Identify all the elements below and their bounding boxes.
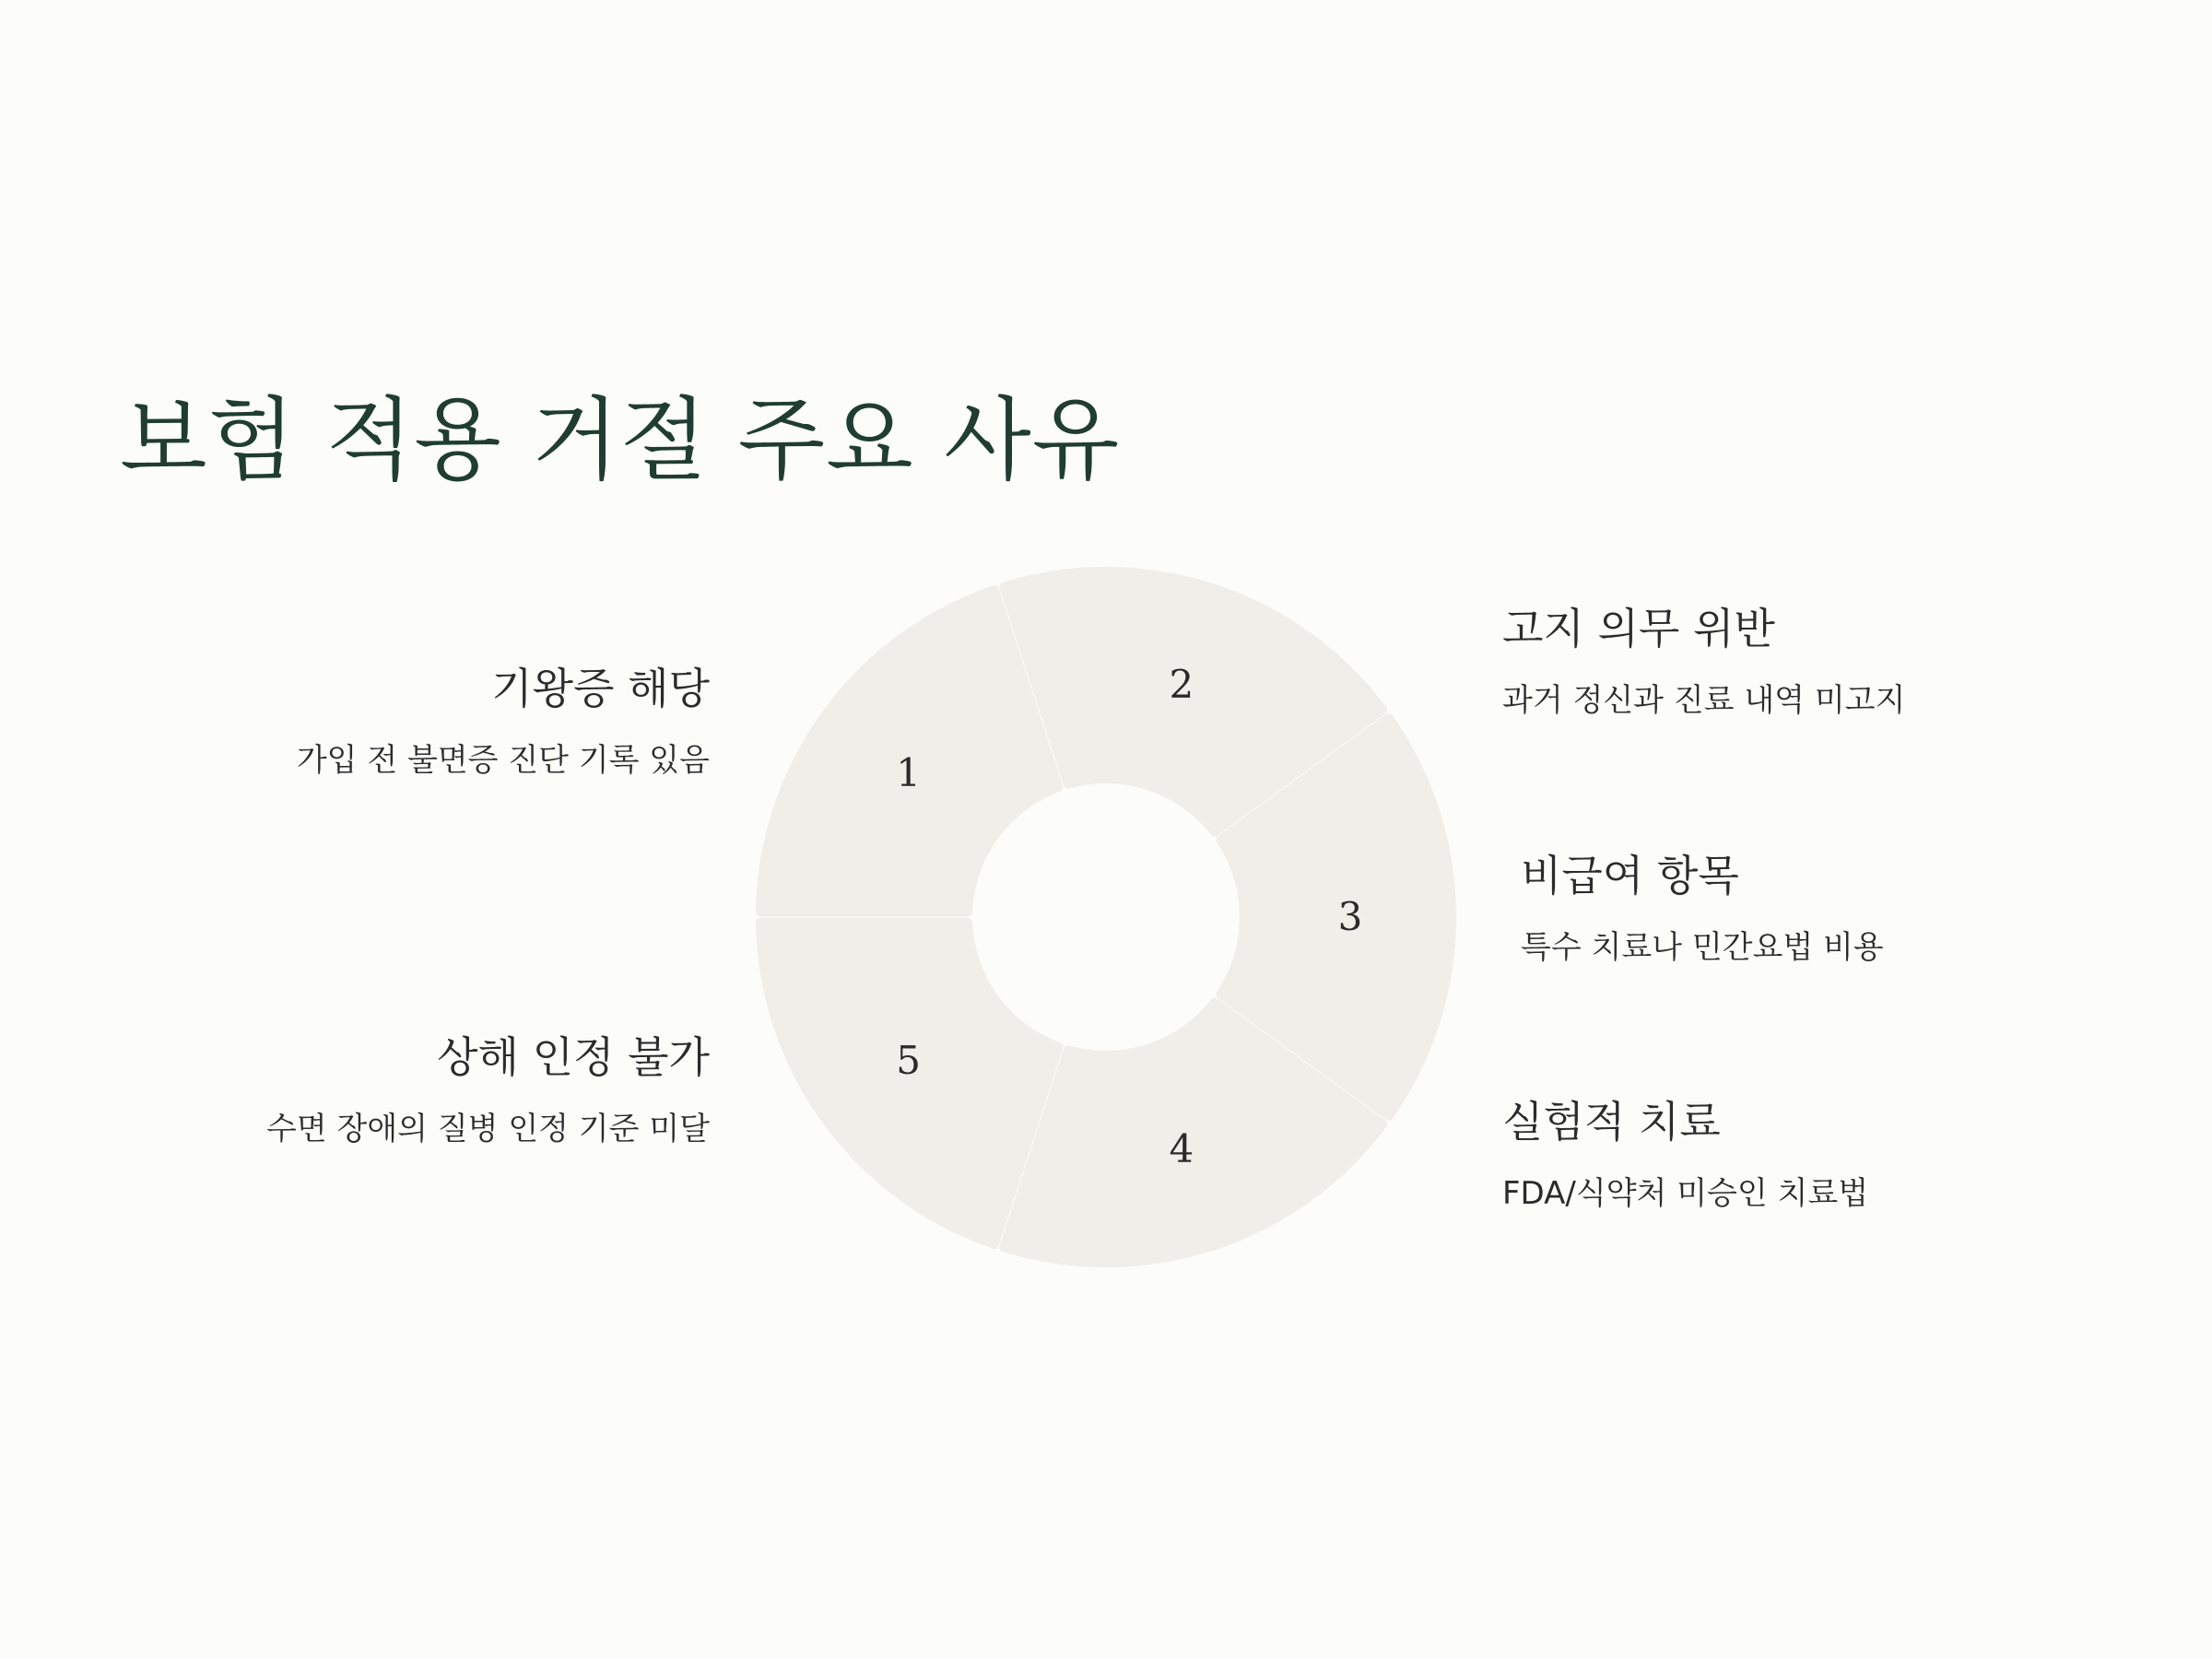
segment-number-5: 5 [896,1037,921,1083]
reason-heading-1: 기왕증 해당 [491,664,710,713]
reason-description-2: 과거 정신과 진료 내역 미고지 [1502,682,1906,720]
reason-heading-3: 비급여 항목 [1521,851,1739,900]
page-title: 보험 적용 거절 주요 사유 [120,388,1121,493]
segment-number-1: 1 [896,750,921,796]
reason-description-1: 가입 전 불면증 진단 기록 있음 [296,742,710,780]
ring-segment-5 [760,922,1058,1243]
reason-heading-5: 상해 인정 불가 [437,1032,710,1082]
reason-label-1 [65,664,710,780]
segment-number-4: 4 [1169,1126,1194,1172]
reason-description-5: 수면 장애의 질병 인정 기준 미달 [265,1111,710,1148]
segment-number-3: 3 [1337,894,1363,939]
reason-label-2 [1502,604,2147,720]
reason-description-4: FDA/식약처 미승인 치료법 [1502,1175,1869,1213]
reason-heading-4: 실험적 치료 [1502,1097,1721,1147]
reason-label-4 [1502,1097,2147,1213]
reason-description-3: 특수 치료나 민간요법 비용 [1521,929,1884,967]
reason-heading-2: 고지 의무 위반 [1502,604,1775,653]
reason-label-5 [65,1032,710,1148]
reason-label-3 [1521,851,2166,967]
segment-number-2: 2 [1169,661,1194,707]
